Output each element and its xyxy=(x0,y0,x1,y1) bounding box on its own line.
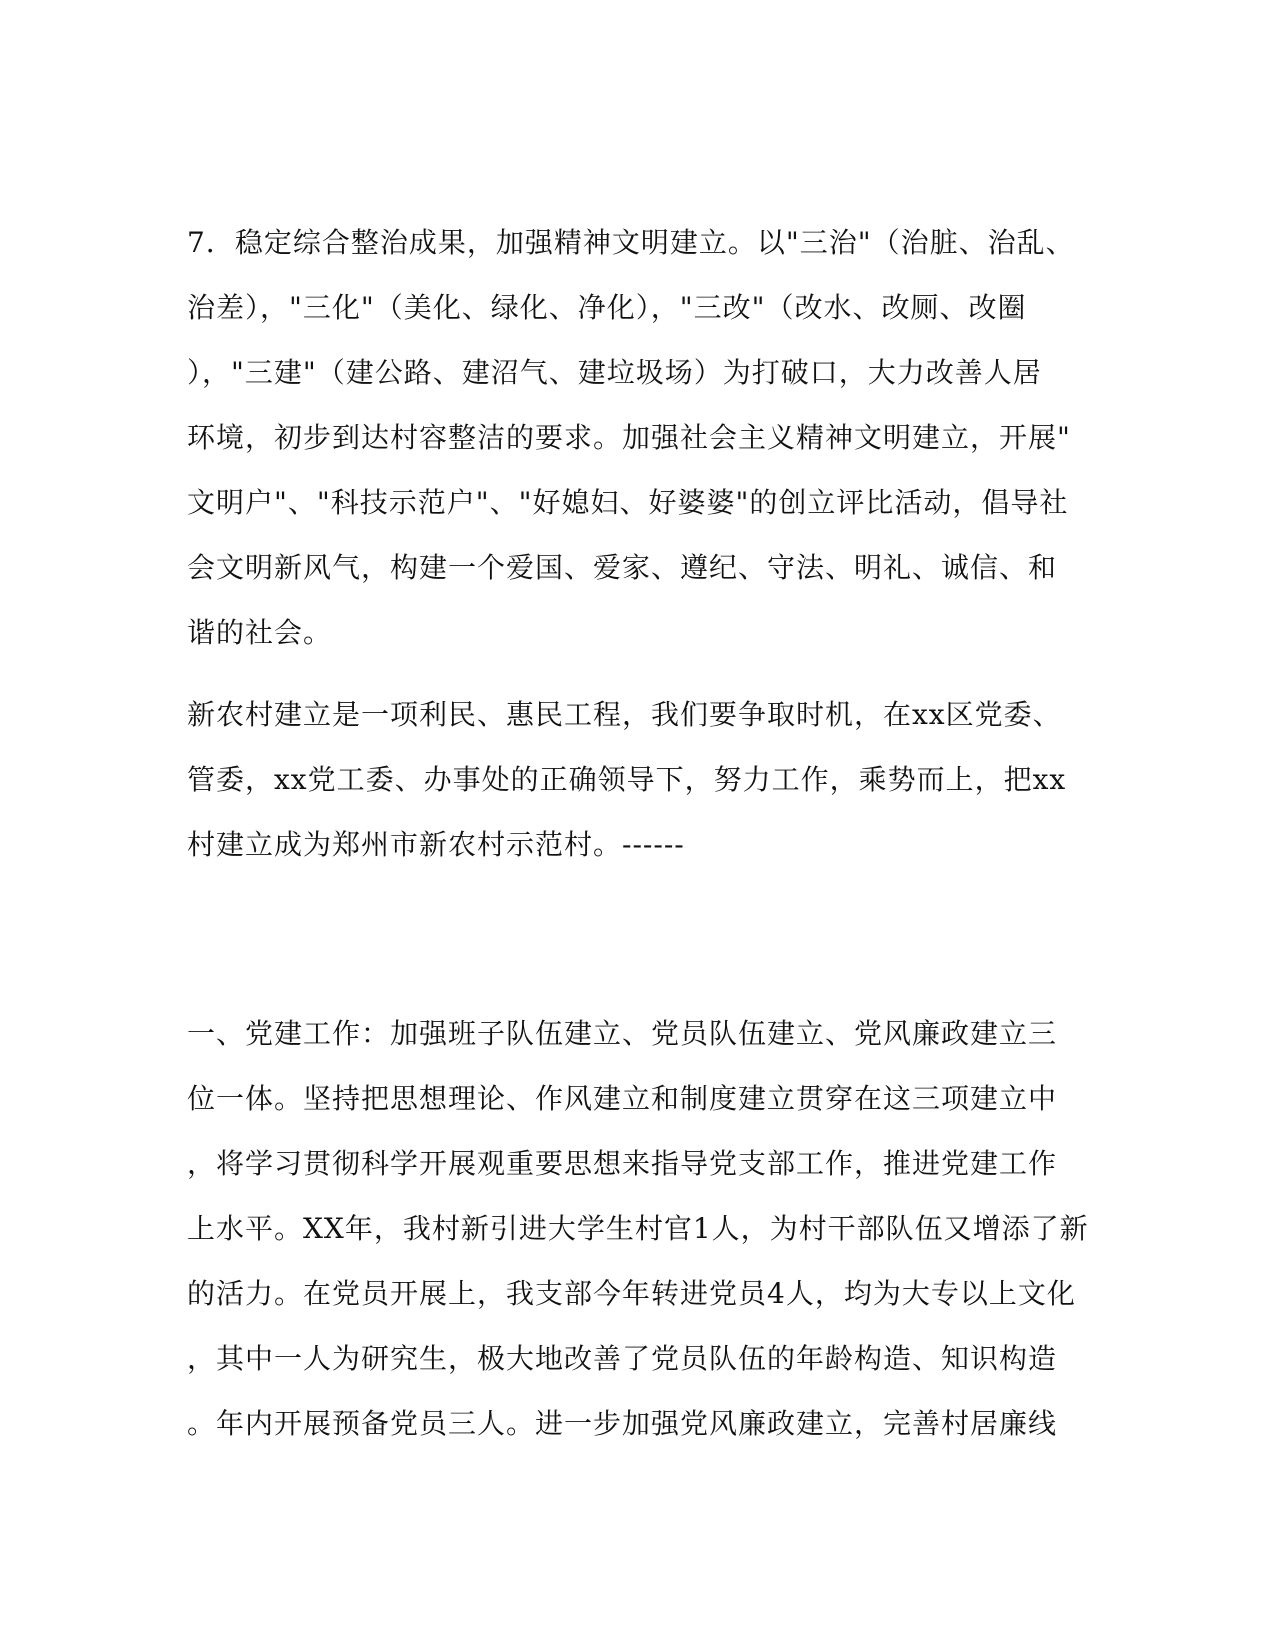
text-line: ），"三建"（建公路、建沼气、建垃圾场）为打破口，大力改善人居 xyxy=(187,356,1042,389)
text-line: ，其中一人为研究生，极大地改善了党员队伍的年龄构造、知识构造 xyxy=(187,1342,1058,1375)
paragraph-new-village-goal xyxy=(187,682,1066,877)
text-line: 位一体。坚持把思想理论、作风建立和制度建立贯穿在这三项建立中 xyxy=(187,1082,1058,1115)
text-line: 环境，初步到达村容整洁的要求。加强社会主义精神文明建立，开展" xyxy=(187,421,1071,454)
text-line: ，将学习贯彻科学开展观重要思想来指导党支部工作，推进党建工作 xyxy=(187,1147,1058,1180)
text-line: 村建立成为郑州市新农村示范村。------ xyxy=(187,828,685,861)
text-line: 的活力。在党员开展上，我支部今年转进党员4人，均为大专以上文化 xyxy=(187,1277,1076,1310)
text-line: 7．稳定综合整治成果，加强精神文明建立。以"三治"（治脏、治乱、 xyxy=(187,226,1075,259)
text-line: 一、党建工作：加强班子队伍建立、党员队伍建立、党风廉政建立三 xyxy=(187,1017,1058,1050)
text-line: 会文明新风气，构建一个爱国、爱家、遵纪、守法、明礼、诚信、和 xyxy=(187,551,1058,584)
text-line: 上水平。XX年，我村新引进大学生村官1人，为村干部队伍又增添了新 xyxy=(187,1212,1089,1245)
text-line: 文明户"、"科技示范户"、"好媳妇、好婆婆"的创立评比活动，倡导社 xyxy=(187,486,1069,519)
text-line: 新农村建立是一项利民、惠民工程，我们要争取时机，在xx区党委、 xyxy=(187,698,1062,731)
paragraph-environment-civilization xyxy=(187,210,1075,665)
text-line: 管委，xx党工委、办事处的正确领导下，努力工作，乘势而上，把xx xyxy=(187,763,1067,796)
text-line: 治差），"三化"（美化、绿化、净化），"三改"（改水、改厕、改圈 xyxy=(187,291,1027,324)
paragraph-party-building xyxy=(187,1001,1089,1456)
text-line: 。年内开展预备党员三人。进一步加强党风廉政建立，完善村居廉线 xyxy=(187,1407,1058,1440)
text-line: 谐的社会。 xyxy=(187,616,333,649)
